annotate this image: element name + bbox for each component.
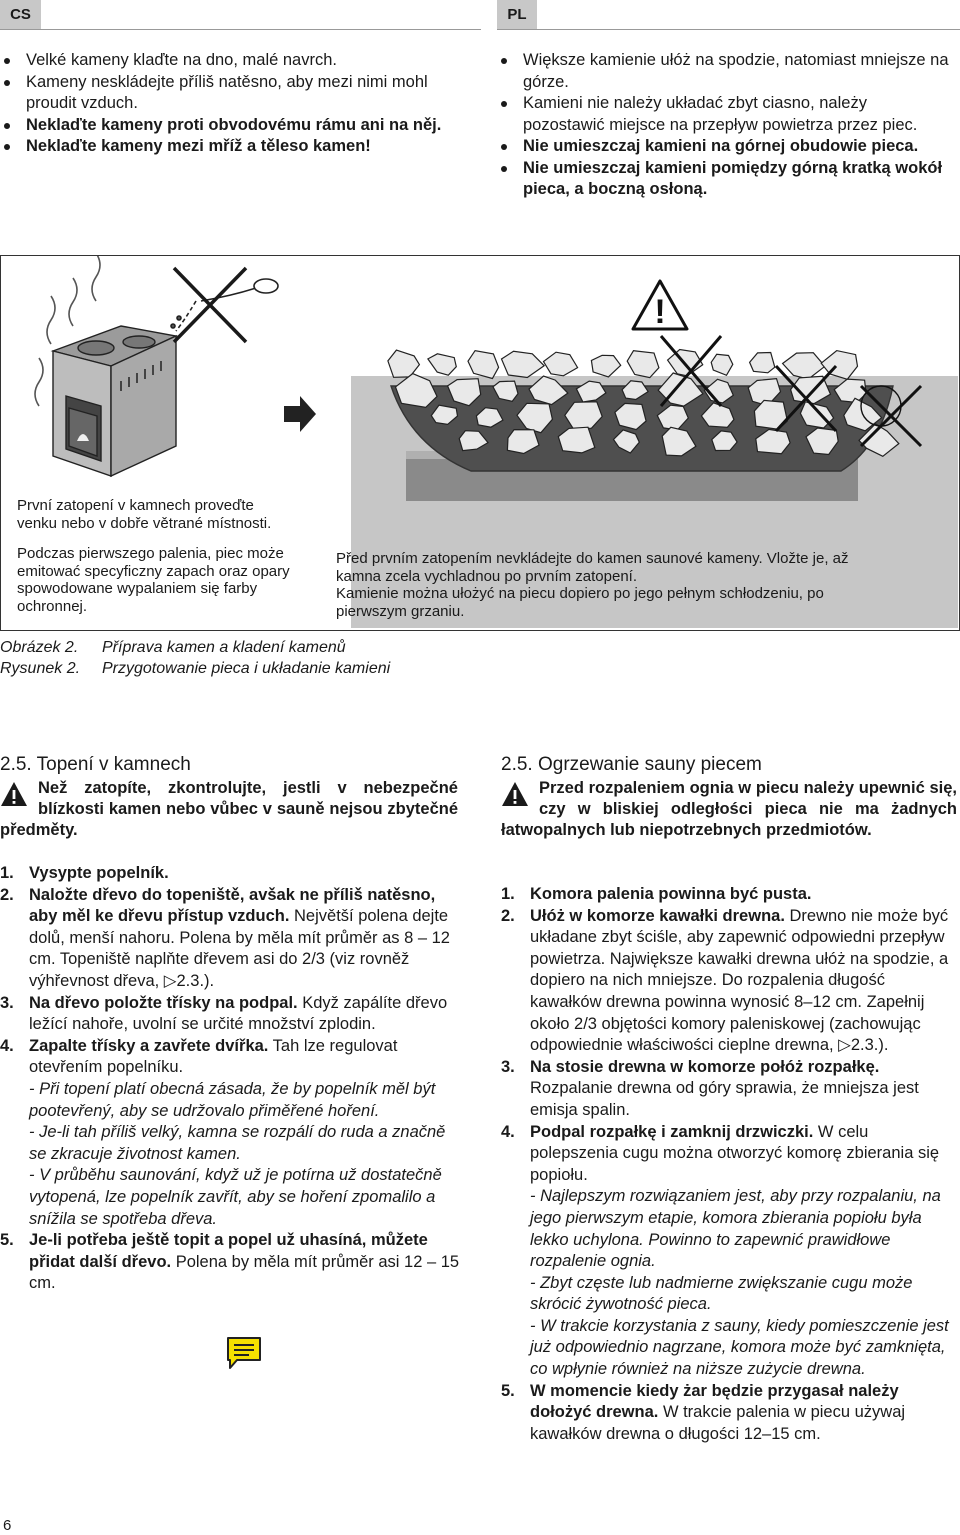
note-speech-bubble-icon bbox=[225, 1335, 263, 1371]
figure-text-right-cs: Před prvním zatopením nevkládejte do kamen saunové kameny. Vložte je, až kamna zcela vychladnou po prvním zatopení. bbox=[336, 550, 849, 585]
caption-title-pl: Przygotowanie pieca i układanie kamieni bbox=[102, 660, 391, 677]
step-item bbox=[501, 1381, 957, 1446]
warning-text-pl: Przed rozpaleniem ognia w piecu należy upewnić się, czy w bliskiej odległości pieca nie ma żadnych łatwopalnych lub niepotrzebnych przedmiotów. bbox=[501, 779, 957, 839]
step-number: 4. bbox=[0, 1036, 14, 1055]
step-body: Drewno nie może być układane zbyt ściśle, aby zapewnić odpowiedni przepływ powietrza. Największe kawałki drewna ułóż na spodzie, a dopiero na nich mniejsze. Do rozpalenia długość kawałków drewna powinna wynosić 8–12 cm. Zapełnij około 2/3 objętości komory paleniskowej (zachowując odpowiednie właściwości cieplne drewna, ▷2.3.). bbox=[530, 906, 949, 1055]
stone-shape bbox=[591, 355, 620, 377]
stove-icon bbox=[53, 326, 176, 476]
step-note: - Zbyt częste lub nadmierne zwiększanie cugu może skrócić żywotność pieca. bbox=[530, 1273, 913, 1314]
section-heading-cs: 2.5. Topení v kamnech bbox=[0, 754, 191, 775]
steps-list-cs bbox=[0, 863, 460, 1295]
prohibited-cross-icon bbox=[174, 268, 246, 342]
step-number: 3. bbox=[0, 993, 14, 1012]
step-number: 4. bbox=[501, 1122, 515, 1141]
step-body: Polena by měla mít průměr asi 12 – 15 cm. bbox=[29, 1252, 460, 1293]
step-number: 1. bbox=[501, 885, 515, 903]
step-number: 2. bbox=[501, 906, 515, 925]
step-number: 5. bbox=[0, 1231, 14, 1250]
header-rule-pl bbox=[497, 29, 960, 30]
caption-title-cs: Příprava kamen a kladení kamenů bbox=[102, 639, 346, 656]
step-note: - Je-li tah příliš velký, kamna se rozpálí do ruda a značně se zkracuje životnost kamen. bbox=[29, 1123, 446, 1163]
step-heading: Podpal rozpałkę i zamknij drzwiczki. bbox=[530, 1122, 814, 1141]
figure-text-left-cs: První zatopení v kamnech proveďte venku nebo v dobře větrané místnosti. bbox=[17, 497, 272, 532]
stone-shape bbox=[783, 353, 825, 379]
step-item bbox=[0, 1036, 460, 1230]
stone-shape bbox=[711, 354, 733, 375]
step-item bbox=[0, 1230, 460, 1295]
step-heading: Na stosie drewna w komorze połóż rozpałkę. bbox=[530, 1057, 880, 1076]
bullet-item: Nie umieszczaj kamieni na górnej obudowie pieca. bbox=[497, 136, 952, 158]
step-body: W celu polepszenia cugu można otworzyć komorę zbierania się popiołu. bbox=[530, 1122, 940, 1184]
bullet-item: Kameny neskládejte příliš natěsno, aby mezi nimi mohl proudit vzduch. bbox=[0, 72, 460, 115]
step-heading: W momencie kiedy żar będzie przygasał należy dołożyć drewna. bbox=[530, 1381, 899, 1422]
step-item bbox=[501, 1057, 957, 1122]
cs-bullet-list bbox=[0, 50, 460, 158]
stone-shape bbox=[544, 352, 578, 376]
stone-shape bbox=[468, 351, 499, 379]
page-number: 6 bbox=[3, 1517, 12, 1534]
language-tab-cs: CS bbox=[0, 0, 41, 30]
steps-list-pl bbox=[501, 884, 957, 1445]
step-body: Tah lze regulovat otevřením popelníku. bbox=[29, 1036, 398, 1077]
bullet-item: Neklaďte kameny mezi mříž a těleso kamen! bbox=[0, 136, 460, 158]
step-heading: Vysypte popelník. bbox=[29, 864, 169, 882]
step-note: - W trakcie korzystania z sauny, kiedy pomieszczenie jest już odpowiednio nagrzane, komora może być zamknięta, co wpłynie również na niższe zużycie drewna. bbox=[530, 1316, 949, 1379]
caption-label-pl: Rysunek 2. bbox=[0, 660, 81, 677]
stone-shape bbox=[388, 350, 420, 377]
caption-label-cs: Obrázek 2. bbox=[0, 639, 79, 656]
figure-caption bbox=[0, 637, 390, 679]
step-item bbox=[0, 863, 460, 885]
ladle-icon bbox=[171, 279, 278, 331]
header-rule-cs bbox=[0, 29, 481, 30]
bullet-item: Neklaďte kameny proti obvodovému rámu ani na něj. bbox=[0, 115, 460, 137]
step-number: 3. bbox=[501, 1057, 515, 1076]
stone-shape bbox=[502, 351, 545, 377]
stone-shape bbox=[750, 353, 775, 373]
bullet-item: Nie umieszczaj kamieni pomiędzy górną kratką wokół pieca, a boczną osłoną. bbox=[497, 158, 952, 201]
step-item bbox=[501, 906, 957, 1057]
language-tab-pl: PL bbox=[497, 0, 537, 30]
bullet-item: Velké kameny klaďte na dno, malé navrch. bbox=[0, 50, 460, 72]
figure-text-right-pl: Kamienie można ułożyć na piecu dopiero po jego pełnym schłodzeniu, po pierwszym grzaniu. bbox=[336, 585, 824, 620]
step-note: - V průběhu saunování, když už je potírna už dostatečně vytopená, lze popelník zavřít, aby se hoření zpomalilo a snížila se spotřeba dřeva. bbox=[29, 1166, 442, 1228]
step-number: 2. bbox=[0, 885, 14, 904]
step-item bbox=[501, 1122, 957, 1381]
step-number: 5. bbox=[501, 1381, 515, 1400]
bullet-item: Większe kamienie ułóż na spodzie, natomiast mniejsze na górze. bbox=[497, 50, 952, 93]
step-heading: Na dřevo položte třísky na podpal. bbox=[29, 993, 298, 1012]
step-body: Rozpalanie drewna od góry sprawia, że mniejsza jest emisja spalin. bbox=[530, 1079, 919, 1119]
warning-glyph: ! bbox=[654, 293, 666, 331]
step-heading: Ułóż w komorze kawałki drewna. bbox=[530, 906, 785, 925]
step-heading: Zapalte třísky a zavřete dvířka. bbox=[29, 1036, 269, 1055]
warning-triangle-icon bbox=[0, 780, 28, 808]
step-note: - Najlepszym rozwiązaniem jest, aby przy rozpalaniu, na jego pierwszym etapie, komora zbierania popiołu była lekko uchylona. Powinno to zapewnić prawidłowe rozpalenie ognia. bbox=[530, 1187, 941, 1271]
step-body: W trakcie palenia w piecu używaj kawałków drewna o długości 12–15 cm. bbox=[530, 1403, 906, 1443]
bullet-item: Kamieni nie należy układać zbyt ciasno, należy pozostawić miejsce na przepływ powietrza przez piec. bbox=[497, 93, 952, 136]
step-item bbox=[0, 885, 460, 993]
step-item bbox=[0, 993, 460, 1036]
step-body: Když zapálíte dřevo ležící nahoře, uvolní se určité množství zplodin. bbox=[29, 993, 448, 1034]
step-heading: Komora palenia powinna być pusta. bbox=[530, 885, 812, 903]
pl-bullet-list bbox=[497, 50, 952, 201]
step-body: Největší polena dejte dolů, menší nahoru. Polena by měla mít průměr as 8 – 12 cm. Topeniště naplňte dřevem asi do 2/3 (viz rovněž výhřevnost dřeva, ▷2.3.). bbox=[29, 907, 450, 990]
figure-text-left-pl: Podczas pierwszego palenia, piec może emitować specyficzny zapach oraz opary spowodowane wypalaniem się farby ochronnej. bbox=[17, 545, 290, 615]
step-item bbox=[501, 884, 957, 906]
step-number: 1. bbox=[0, 864, 14, 882]
stone-shape bbox=[428, 354, 456, 375]
figure-box bbox=[0, 255, 960, 631]
warning-text-cs: Než zatopíte, zkontrolujte, jestli v nebezpečné blízkosti kamen nebo vůbec v sauně nejsou zbytečné předměty. bbox=[0, 779, 458, 839]
warning-note-pl bbox=[501, 778, 957, 841]
warning-note-cs bbox=[0, 778, 458, 841]
warning-triangle-icon bbox=[501, 780, 529, 808]
arrow-right-icon bbox=[284, 396, 316, 432]
step-heading: Naložte dřevo do topeniště, avšak ne příliš natěsno, aby měl ke dřevu přístup vzduch. bbox=[29, 885, 436, 926]
section-heading-pl: 2.5. Ogrzewanie sauny piecem bbox=[501, 754, 762, 775]
step-heading: Je-li potřeba ještě topit a popel už uhasíná, můžete přidat další dřevo. bbox=[29, 1231, 428, 1271]
stone-shape bbox=[627, 351, 659, 378]
step-note: - Při topení platí obecná zásada, že by popelník měl být pootevřený, aby se udržovalo přiměřené hoření. bbox=[29, 1079, 436, 1120]
